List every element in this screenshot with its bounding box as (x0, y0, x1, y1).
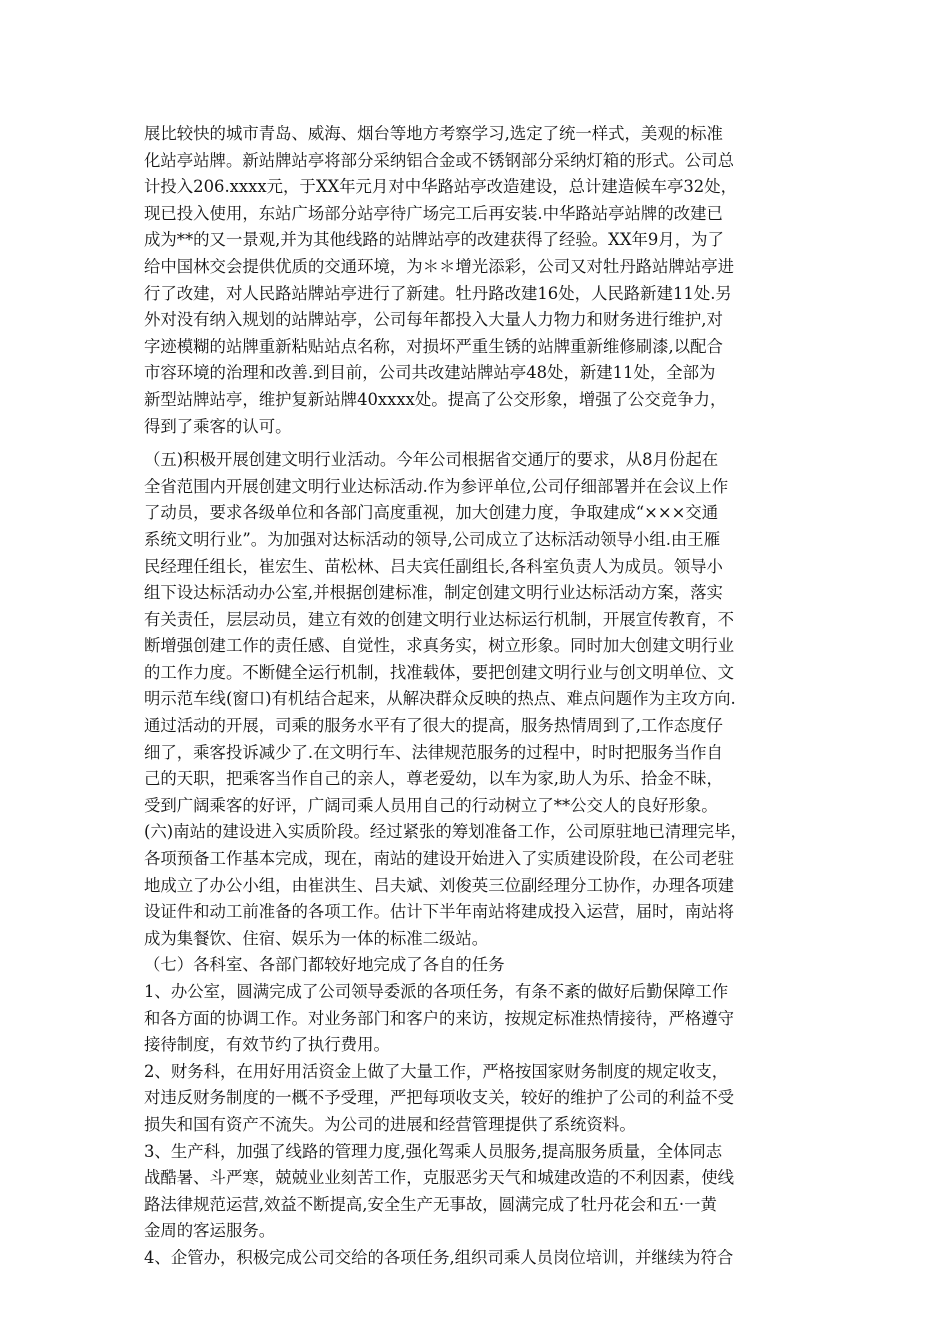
text-line: 组下设达标活动办公室,并根据创建标准，制定创建文明行业达标活动方案，落实 (144, 583, 723, 603)
text-line: 新型站牌站亭，维护复新站牌40xxxx处。提高了公交形象，增强了公交竞争力， (144, 389, 727, 409)
text-line: 各项预备工作基本完成，现在，南站的建设开始进入了实质建设阶段，在公司老驻 (144, 849, 735, 869)
text-line: 现已投入使用，东站广场部分站亭待广场完工后再安装.中华路站亭站牌的改建已 (144, 203, 723, 223)
text-line: 市容环境的治理和改善.到目前，公司共改建站牌站亭48处，新建11处，全部为 (144, 363, 716, 383)
text-line: 断增强创建工作的责任感、自觉性，求真务实，树立形象。同时加大创建文明行业 (144, 636, 735, 656)
text-line: 路法律规范运营,效益不断提高,安全生产无事故，圆满完成了牡丹花会和五·一黄 (144, 1194, 717, 1214)
text-line: 金周的客运服务。 (144, 1221, 276, 1241)
text-line: 化站亭站牌。新站牌站亭将部分采纳铝合金或不锈钢部分采纳灯箱的形式。公司总 (144, 150, 735, 170)
section-heading-line: （五)积极开展创建文明行业活动。今年公司根据省交通厅的要求，从8月份起在 (144, 450, 719, 470)
text-line: 地成立了办公小组，由崔洪生、吕夫斌、刘俊英三位副经理分工协作，办理各项建 (144, 875, 735, 895)
section-heading-line: (六)南站的建设进入实质阶段。经过紧张的筹划准备工作，公司原驻地已清理完毕， (144, 822, 747, 842)
text-line: 得到了乘客的认可。 (144, 416, 292, 436)
text-line: 成为**的又一景观,并为其他线路的站牌站亭的改建获得了经验。XX年9月，为了 (144, 230, 724, 250)
text-line: 给中国林交会提供优质的交通环境，为＊＊增光添彩，公司又对牡丹路站牌站亭进 (144, 256, 735, 276)
text-line: 了动员，要求各级单位和各部门高度重视，加大创建力度，争取建成“×××交通 (144, 503, 719, 523)
text-line: 有关责任，层层动员，建立有效的创建文明行业达标运行机制，开展宣传教育，不 (144, 609, 735, 629)
section-heading-line: （七）各科室、各部门都较好地完成了各自的任务 (144, 955, 505, 975)
text-line: 字迹模糊的站牌重新粘贴站点名称，对损坏严重生锈的站牌重新维修刷漆,以配合 (144, 336, 723, 356)
text-line: 细了，乘客投诉减少了.在文明行车、法律规范服务的过程中，时时把服务当作自 (144, 742, 723, 762)
text-line: 战酷暑、斗严寒，兢兢业业刻苦工作，克服恶劣天气和城建改造的不利因素，使线 (144, 1168, 735, 1188)
text-line: 明示范车线(窗口)有机结合起来，从解决群众反映的热点、难点问题作为主攻方向. (144, 689, 736, 709)
text-line: 外对没有纳入规划的站牌站亭，公司每年都投入大量人力物力和财务进行维护,对 (144, 310, 723, 330)
list-item-line: 3、生产科，加强了线路的管理力度,强化驾乘人员服务,提高服务质量，全体同志 (144, 1141, 723, 1161)
text-line: 展比较快的城市青岛、威海、烟台等地方考察学习,选定了统一样式，美观的标准 (144, 124, 723, 143)
text-line: 的工作力度。不断健全运行机制，找准载体，要把创建文明行业与创文明单位、文 (144, 662, 735, 682)
text-line: 设证件和动工前准备的各项工作。估计下半年南站将建成投入运营，届时，南站将 (144, 902, 735, 922)
text-line: 成为集餐饮、住宿、娱乐为一体的标准二级站。 (144, 928, 489, 948)
text-line: 和各方面的协调工作。对业务部门和客户的来访，按规定标准热情接待，严格遵守 (144, 1008, 735, 1028)
text-line: 计投入206.xxxx元，于XX年元月对中华路站亭改造建设，总计建造候车亭32处， (144, 177, 737, 197)
text-line: 民经理任组长，崔宏生、苗松林、吕夫宾任副组长,各科室负责人为成员。领导小 (144, 556, 723, 576)
text-line: 系统文明行业”。为加强对达标活动的领导,公司成立了达标活动领导小组.由王雁 (144, 529, 721, 549)
text-line: 全省范围内开展创建文明行业达标活动.作为参评单位,公司仔细部署并在会议上作 (144, 476, 729, 496)
text-line: 受到广阔乘客的好评，广阔司乘人员用自己的行动树立了**公交人的良好形象。 (144, 795, 718, 815)
list-item-line: 4、企管办，积极完成公司交给的各项任务,组织司乘人员岗位培训，并继续为符合 (144, 1247, 734, 1267)
text-line: 对违反财务制度的一概不予受理，严把每项收支关，较好的维护了公司的利益不受 (144, 1088, 735, 1108)
text-line: 损失和国有资产不流失。为公司的进展和经营管理提供了系统资料。 (144, 1114, 636, 1134)
text-line: 接待制度，有效节约了执行费用。 (144, 1035, 390, 1055)
list-item-line: 2、财务科，在用好用活资金上做了大量工作，严格按国家财务制度的规定收支， (144, 1061, 729, 1081)
list-item-line: 1、办公室，圆满完成了公司领导委派的各项任务，有条不紊的做好后勤保障工作 (144, 982, 729, 1001)
paragraph-gap (144, 440, 834, 447)
text-line: 通过活动的开展，司乘的服务水平有了很大的提高，服务热情周到了,工作态度仔 (144, 716, 723, 736)
document-body (144, 121, 834, 1272)
text-line: 行了改建，对人民路站牌站亭进行了新建。牡丹路改建16处，人民路新建11处.另 (144, 283, 732, 303)
text-line: 己的天职，把乘客当作自己的亲人，尊老爱幼，以车为家,助人为乐、拾金不昧， (144, 769, 723, 789)
